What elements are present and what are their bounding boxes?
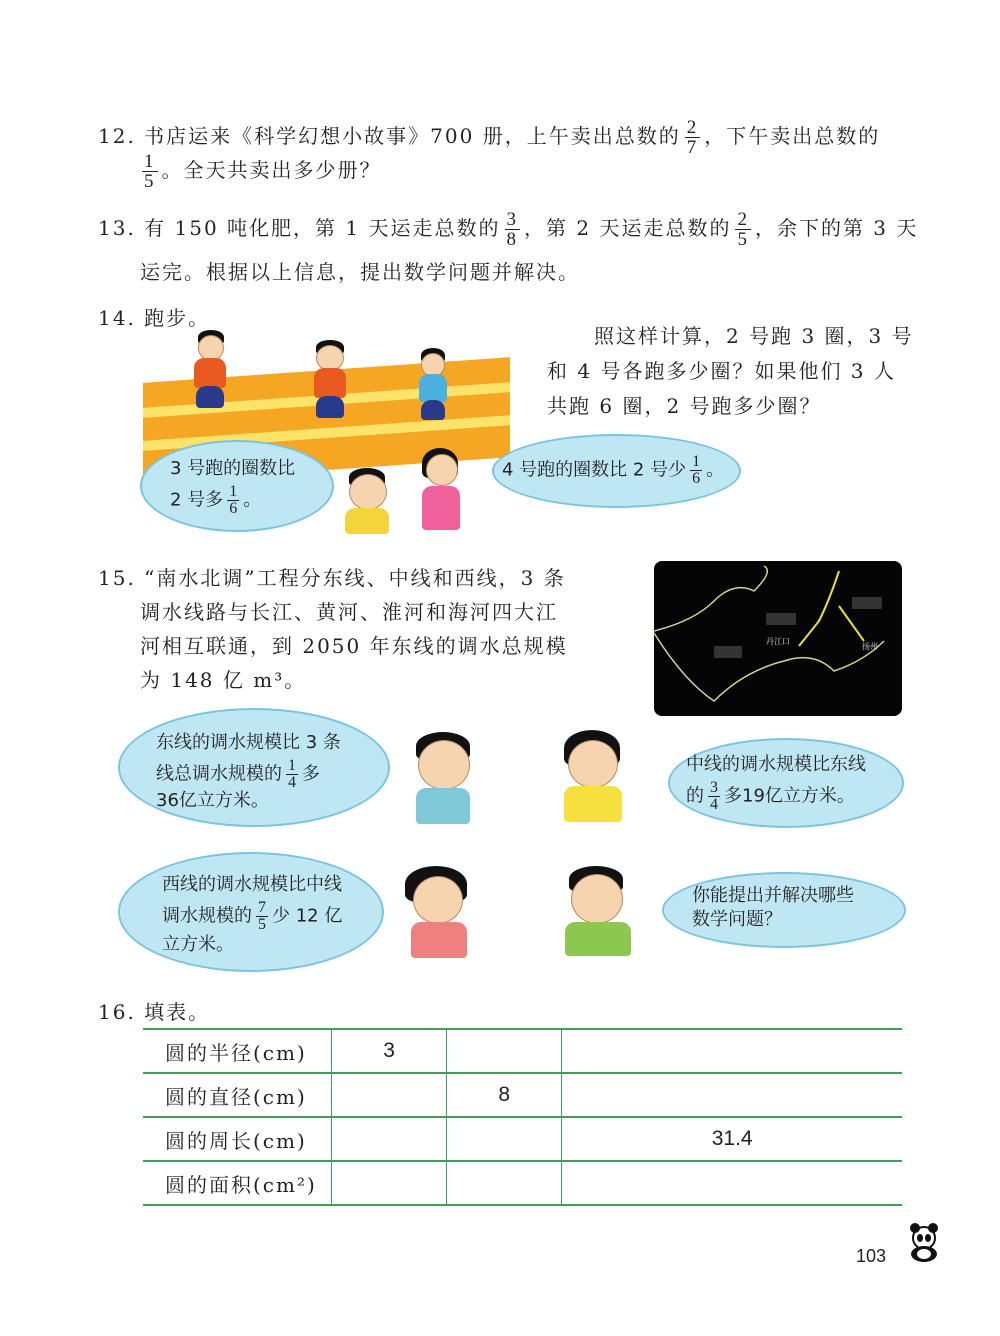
numerator: 1 [692,453,701,470]
table-cell[interactable]: 3 [332,1029,447,1073]
numerator: 2 [686,117,699,138]
bubble-text [170,484,261,517]
fraction [690,454,702,487]
table-row [143,1161,902,1205]
bubble-text-part: 线总调水规模的 [156,763,282,785]
q13-text: 有 150 吨化肥，第 1 天运走总数的 [144,216,501,240]
q12-line2 [138,152,382,191]
numerator: 3 [710,779,718,796]
bubble-text: 立方米。 [162,934,234,955]
fraction [708,780,720,813]
panda-icon [903,1222,945,1264]
q15-line1 [98,562,566,591]
question-line: 共跑 6 圈，2 号跑多少圈？ [547,394,822,418]
bubble-text: 西线的调水规模比中线 [162,874,342,895]
q16-number: 16. [98,1000,136,1024]
q15-text: “南水北调”工程分东线、中线和西线，3 条 [144,566,566,590]
numerator: 1 [288,757,296,774]
page-number: 103 [856,1246,887,1266]
bubble-text-part: 4 号跑的圈数比 2 号少 [502,459,687,481]
circle-table [143,1028,902,1206]
table-row [143,1117,902,1161]
table-cell[interactable] [332,1117,447,1161]
table-cell[interactable] [332,1073,447,1117]
bubble-text: 你能提出并解决哪些 [692,885,854,906]
row-label: 圆的直径(cm) [143,1073,332,1117]
bubble-text [686,780,855,813]
q13-line2: 运完。根据以上信息，提出数学问题并解决。 [140,260,580,284]
bubble-text-part: 。 [706,459,725,481]
denominator: 8 [506,229,518,250]
bubble-text-part: 调水规模的 [162,905,252,927]
numerator: 1 [229,483,238,500]
fraction [256,900,268,933]
q15-number: 15. [98,566,136,590]
q12-text: ，下午卖出总数的 [704,124,881,148]
map-label: 丹江口 [766,637,790,646]
q15-text: 调水线路与长江、黄河、淮河和海河四大江 [140,600,558,624]
q15-text: 为 148 亿 m³。 [140,668,307,692]
row-label: 圆的半径(cm) [143,1029,332,1073]
fraction [735,210,751,249]
bubble-text-part: 多19亿立方米。 [724,785,855,807]
bubble-text: 36亿立方米。 [156,790,269,811]
bubble-text-part: 多 [302,763,320,785]
speech-bubble-4 [492,434,741,508]
bubble-text-part: 的 [686,785,704,807]
denominator: 5 [258,916,266,933]
numerator: 3 [506,209,518,230]
table-cell[interactable]: 31.4 [562,1117,902,1161]
table-cell[interactable] [447,1117,562,1161]
bubble-text: 东线的调水规模比 3 条 [156,732,341,753]
fraction [227,484,239,517]
bubble-text: 3 号跑的圈数比 [170,458,296,479]
q13-number: 13. [98,216,136,240]
row-label: 圆的周长(cm) [143,1117,332,1161]
speech-bubble-middle [668,738,904,828]
q13-text: ，余下的第 3 天 [754,216,919,240]
question-line: 和 4 号各跑多少圈？如果他们 3 人 [547,359,896,383]
water-diversion-map [654,561,902,716]
q16-heading [98,996,210,1025]
denominator: 6 [692,470,701,487]
numerator: 1 [144,151,156,172]
table-cell[interactable]: 8 [447,1073,562,1117]
speech-bubble-question [662,872,906,948]
bubble-text-part: 少 12 亿 [272,905,343,927]
denominator: 7 [686,137,699,158]
denominator: 4 [288,774,296,791]
table-row [143,1029,902,1073]
table-row [143,1073,902,1117]
numerator: 2 [737,209,749,230]
denominator: 4 [710,796,718,813]
q16-title: 填表。 [144,1000,211,1024]
bubble-text [502,454,724,487]
map-label: 扬州 [862,642,878,651]
q14-title: 跑步。 [144,306,211,330]
q15-text: 河相互联通，到 2050 年东线的调水总规模 [140,634,568,658]
table-cell[interactable] [447,1029,562,1073]
bubble-text-part: 。 [243,489,262,511]
denominator: 6 [229,500,238,517]
q12-text: 。全天共卖出多少册？ [161,158,382,182]
q13-text: ，第 2 天运走总数的 [524,216,732,240]
bubble-text-part: 2 号多 [170,489,224,511]
q14-heading [98,302,210,331]
numerator: 7 [258,899,266,916]
table-cell[interactable] [562,1029,902,1073]
fraction [685,118,701,157]
speech-bubble-east [118,708,390,827]
table-cell[interactable] [562,1161,902,1205]
row-label: 圆的面积(cm²) [143,1161,332,1205]
fraction [142,152,158,191]
denominator: 5 [144,171,156,192]
table-cell[interactable] [562,1073,902,1117]
question-line: 照这样计算，2 号跑 3 圈，3 号 [594,324,914,348]
bubble-text: 中线的调水规模比东线 [686,754,866,775]
q14-number: 14. [98,306,136,330]
denominator: 5 [737,229,749,250]
q12-number: 12. [98,124,136,148]
table-cell[interactable] [332,1161,447,1205]
q12-text: 书店运来《科学幻想小故事》700 册，上午卖出总数的 [144,124,681,148]
speech-bubble-west [118,852,384,972]
table-cell[interactable] [447,1161,562,1205]
fraction [505,210,521,249]
bubble-text [162,900,342,933]
bubble-text: 数学问题？ [692,909,782,930]
speech-bubble-3 [140,440,334,532]
q13-line1 [98,210,918,249]
fraction [286,758,298,791]
